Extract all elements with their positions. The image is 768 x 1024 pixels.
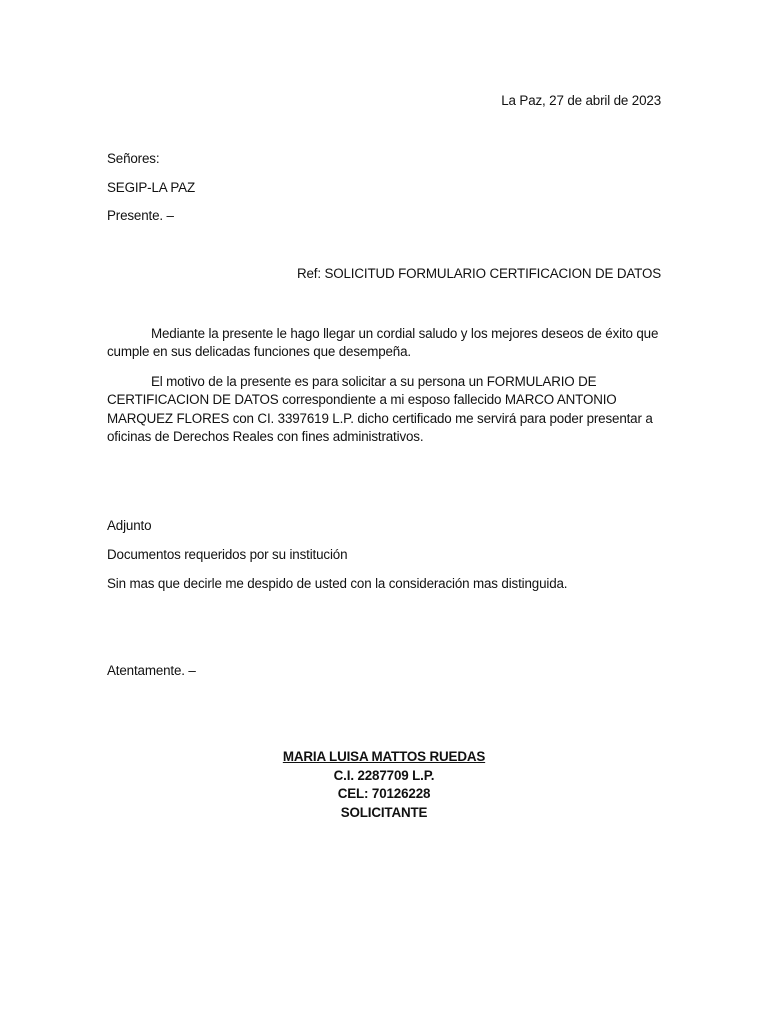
closing-sentence: Sin mas que decirle me despido de usted con la consideración mas distinguida. (107, 576, 568, 591)
recipient-presente: Presente. – (107, 208, 174, 223)
signature-name: MARIA LUISA MATTOS RUEDAS (282, 749, 486, 764)
body-paragraph-2 (107, 373, 663, 447)
body-paragraph-2-text: El motivo de la presente es para solicitar a su persona un FORMULARIO DE CERTIFICACION DE DATOS correspondiente a mi esposo fallecido MARCO ANTONIO MARQUEZ FLORES con CI. 3397619 L.P. dicho certificado me servirá para poder presentar a oficinas de Derechos Reales con fines administrativos. (107, 374, 653, 445)
date-line: La Paz, 27 de abril de 2023 (501, 93, 661, 108)
signature-block (0, 748, 768, 822)
signature-cel: CEL: 70126228 (337, 786, 431, 802)
attachment-item: Documentos requeridos por su institución (107, 547, 348, 562)
body-paragraph-1 (107, 325, 663, 362)
recipient-institution: SEGIP-LA PAZ (107, 180, 195, 195)
reference-line: Ref: SOLICITUD FORMULARIO CERTIFICACION DE DATOS (296, 266, 661, 281)
recipient-salutation: Señores: (107, 151, 160, 166)
closing-atentamente: Atentamente. – (107, 663, 196, 678)
signature-ci: C.I. 2287709 L.P. (333, 767, 435, 783)
signature-role: SOLICITANTE (340, 804, 428, 820)
attachment-label: Adjunto (107, 518, 152, 533)
body-paragraph-1-text: Mediante la presente le hago llegar un cordial saludo y los mejores deseos de éxito que cumple en sus delicadas funciones que desempeña. (107, 326, 659, 360)
